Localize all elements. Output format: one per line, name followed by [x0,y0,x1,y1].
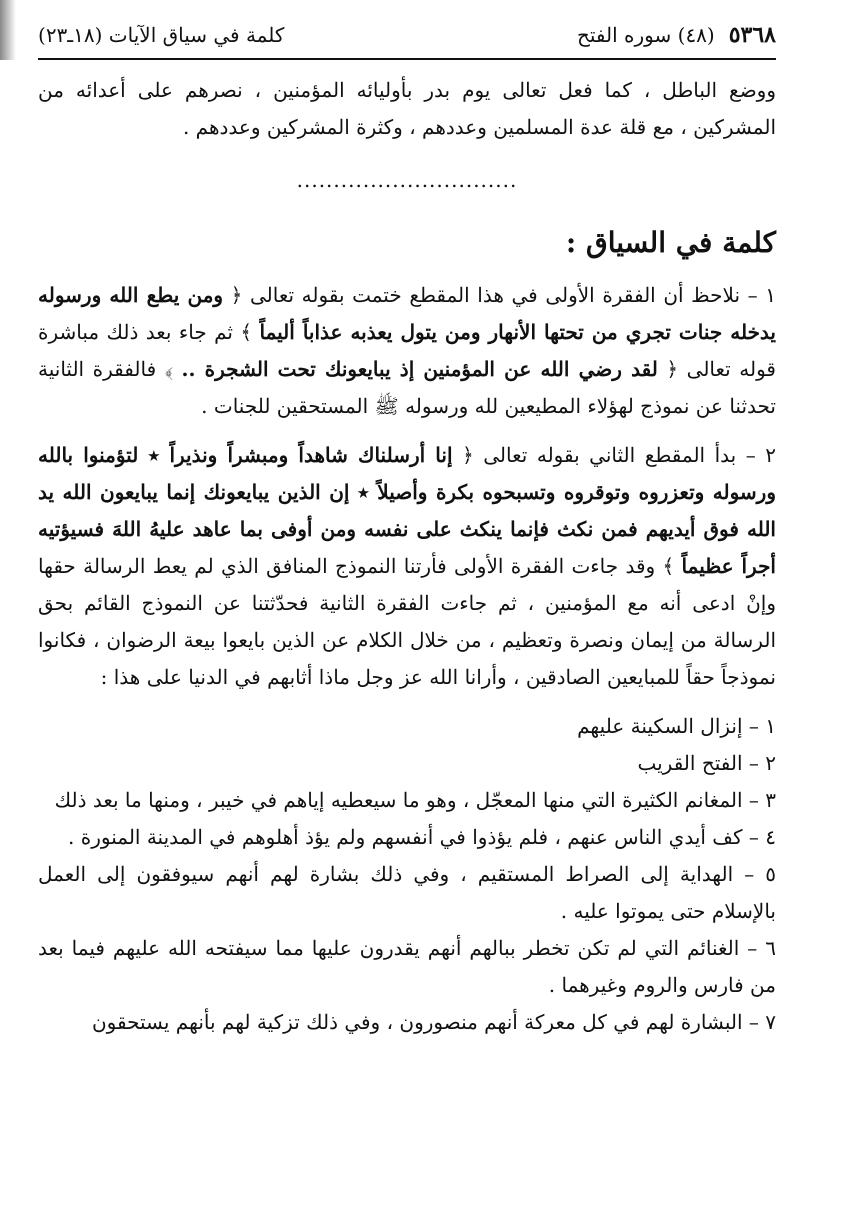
page-number: ٥٣٦٨ [728,22,776,48]
section-title: كلمة في سياق الآيات (١٨ـ٢٣) [38,23,285,47]
list-item: ٧ – البشارة لهم في كل معركة أنهم منصورون ، وفي ذلك تزكية لهم بأنهم يستحقون [91,1010,776,1034]
blessings-list [38,708,776,1041]
para1-text-c: ﴾ فالفقرة الثانية تحدثنا عن نموذج لهؤلاء المطيعين لله ورسوله ﷺ المستحقين للجنات . [38,357,776,418]
list-item: ١ – إنزال السكينة عليهم [577,714,776,738]
para2-text-b: ﴾ وقد جاءت الفقرة الأولى فأرتنا النموذج المنافق الذي لم يعط الرسالة حقها وإنْ ادعى أنه مع المؤمنين ، ثم جاءت الفقرة الثانية فحدّثتنا عن النموذج القائم بحق الرسالة من إيمان ونصرة وتعظيم ، من خلال الكلام عن الذين بايعوا بيعة الرضوان ، فكانوا نموذجاً حقاً للمبايعين الصادقين ، وأرانا الله عز وجل ماذا أثابهم في الدنيا على هذا : [38,554,776,689]
para1-quran-b: لقد رضي الله عن المؤمنين إذ يبايعونك تحت الشجرة .. [181,357,658,381]
para1-text-b: ﴾ ثم جاء بعد ذلك مباشرة قوله تعالى ﴿ [38,320,776,381]
list-item: ٦ – الغنائم التي لم تكن تخطر ببالهم أنهم يقدرون عليها مما سيفتحه الله عليهم فيما بعد من فارس والروم وغيرهما . [38,936,776,997]
separator: .............................. [296,168,518,192]
page-edge-shadow [0,0,16,60]
para1-text-a: ١ – نلاحظ أن الفقرة الأولى في هذا المقطع ختمت بقوله تعالى ﴿ [230,283,776,307]
para2-text-a: ٢ – بدأ المقطع الثاني بقوله تعالى ﴿ [462,443,776,467]
running-header [38,22,776,60]
list-item: ٤ – كف أيدي الناس عنهم ، فلم يؤذوا في أنفسهم ولم يؤذ أهلوهم في المدينة المنورة . [68,825,776,849]
section-heading: كلمة في السياق : [565,226,776,259]
para1-quran-a: ومن يطع الله ورسوله يدخله جنات تجري من تحتها الأنهار ومن يتول يعذبه عذاباً أليماً [38,283,776,344]
list-item: ٢ – الفتح القريب [637,751,776,775]
page [38,22,776,1041]
running-header-right [577,22,776,48]
paragraph-1 [38,277,776,425]
para2-quran: إنا أرسلناك شاهداً ومبشراً ونذيراً ٭ لتؤمنوا بالله ورسوله وتعزروه وتوقروه وتسبحوه بكرة وأصيلاً ٭ إن الذين يبايعونك إنما يبايعون الله يد الله فوق أيديهم فمن نكث فإنما ينكث على نفسه ومن أوفى بما عاهد عليهُ اللهَ فسيؤتيه أجراً عظيماً [38,443,776,578]
surah-name: (٤٨) سوره الفتح [576,23,715,47]
paragraph-2 [38,437,776,696]
intro-paragraph: ووضع الباطل ، كما فعل تعالى يوم بدر بأوليائه المؤمنين ، نصرهم على أعدائه من المشركين ، مع قلة عدة المسلمين وعددهم ، وكثرة المشركين وعددهم . [38,78,776,139]
list-item: ٥ – الهداية إلى الصراط المستقيم ، وفي ذلك بشارة لهم أنهم سيوفقون إلى العمل بالإسلام حتى يموتوا عليه . [38,862,776,923]
list-item: ٣ – المغانم الكثيرة التي منها المعجّل ، وهو ما سيعطيه إياهم في خيبر ، ومنها ما بعد ذلك [54,788,776,812]
